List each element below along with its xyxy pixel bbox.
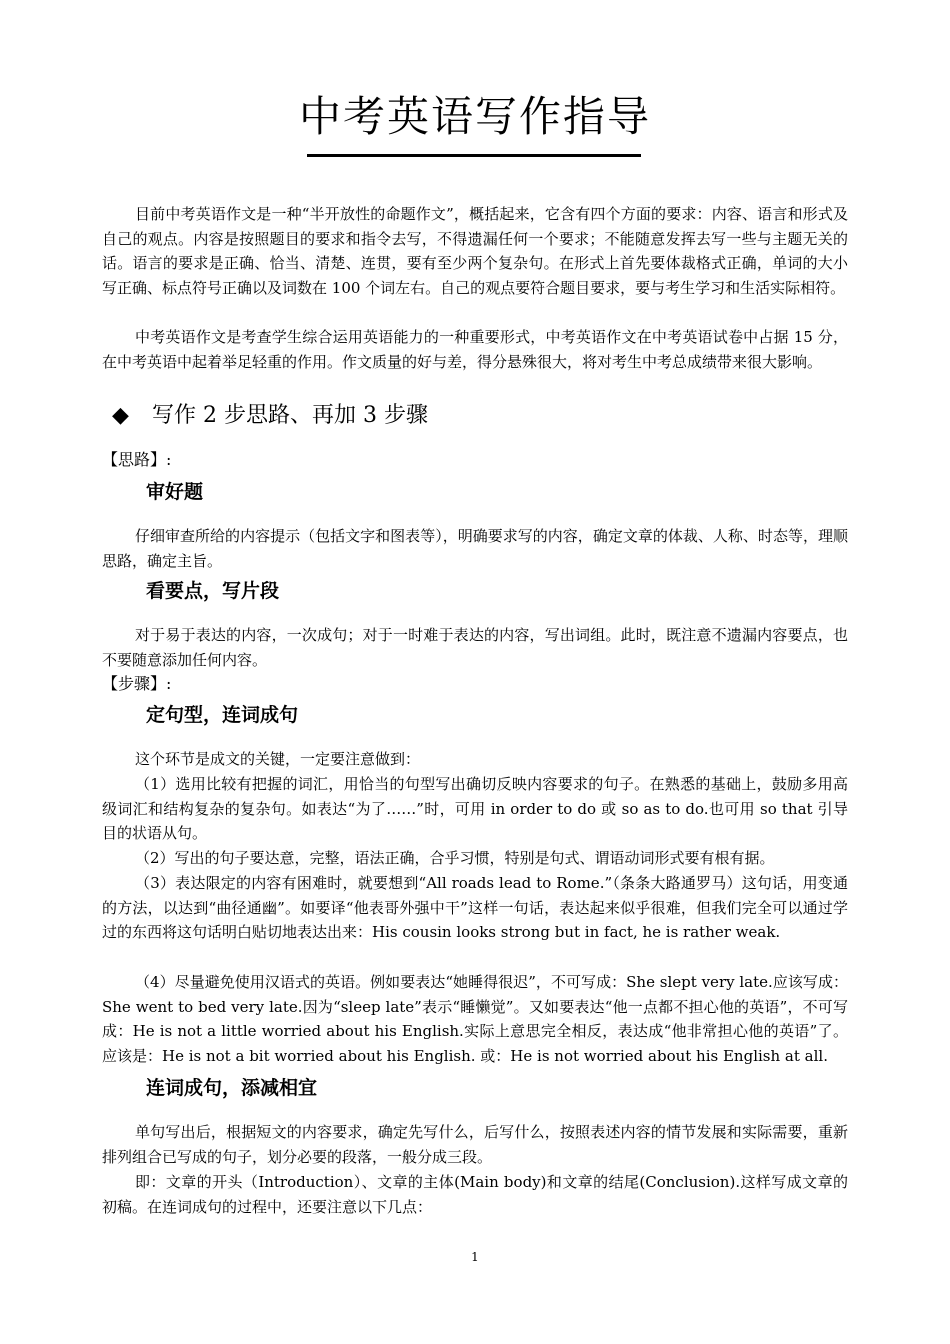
steps-step2-paragraph-1: 单句写出后，根据短文的内容要求，确定先写什么，后写什么，按照表述内容的情节发展和实际需要，重新排列组合已写成的句子，划分必要的段落，一般分成三段。 (102, 1123, 848, 1166)
thinking-label: 【思路】: (102, 450, 172, 469)
steps-step1-item-2: （2）写出的句子要达意，完整，语法正确，合乎习惯，特别是句式、谓语动词形式要有根有据。 (135, 849, 775, 867)
thinking-step2-heading: 看要点，写片段 (146, 580, 280, 602)
section-heading (112, 400, 428, 432)
steps-step1-heading: 定句型，连词成句 (146, 704, 299, 726)
intro-paragraph-2: 中考英语作文是考查学生综合运用英语能力的一种重要形式，中考英语作文在中考英语试卷中占据 15 分，在中考英语中起着举足轻重的作用。作文质量的好与差，得分悬殊很大，将对考生中考总成绩带来很大影响。 (102, 328, 848, 371)
steps-step1-item-4: （4）尽量避免使用汉语式的英语。例如要表达“她睡得很迟”，不可写成：She slept very late.应该写成：She went to bed very late.因为“sleep late”表示“睡懒觉”。又如要表达“他一点都不担心他的英语”，不可写成：He is not a little worried about his English.实际上意思完全相反，表达成“他非常担心他的英语”了。应该是：He is not a bit worried about his English. 或：He is not worried about his English at all. (102, 973, 848, 1065)
section-heading-text: 写作 2 步思路、再加 3 步骤 (152, 403, 428, 428)
steps-step1-item-1: （1）选用比较有把握的词汇，用恰当的句型写出确切反映内容要求的句子。在熟悉的基础上，鼓励多用高级词汇和结构复杂的复杂句。如表达“为了……”时，可用 in order to do 或 so as to do.也可用 so that 引导目的状语从句。 (102, 775, 848, 843)
thinking-step2-text: 对于易于表达的内容，一次成句；对于一时难于表达的内容，写出词组。此时，既注意不遗漏内容要点，也不要随意添加任何内容。 (102, 626, 848, 669)
steps-step1-item-3: （3）表达限定的内容有困难时，就要想到“All roads lead to Rome.”（条条大路通罗马）这句话，用变通的方法，以达到“曲径通幽”。如要译“他表哥外强中干”这样一句话，表达起来似乎很难，但我们完全可以通过学过的东西将这句话明白贴切地表达出来：His cousin looks strong but in fact, he is rather weak. (102, 874, 848, 942)
steps-label: 【步骤】: (102, 674, 172, 693)
diamond-bullet-icon: ◆ (112, 403, 129, 428)
intro-paragraph-1: 目前中考英语作文是一种“半开放性的命题作文”，概括起来，它含有四个方面的要求：内容、语言和形式及自己的观点。内容是按照题目的要求和指令去写，不得遗漏任何一个要求；不能随意发挥去写一些与主题无关的话。语言的要求是正确、恰当、清楚、连贯，要有至少两个复杂句。在形式上首先要体裁格式正确，单词的大小写正确、标点符号正确以及词数在 100 个词左右。自己的观点要符合题目要求，要与考生学习和生活实际相符。 (102, 205, 848, 297)
steps-step2-heading: 连词成句，添减相宜 (146, 1077, 318, 1099)
steps-step1-intro: 这个环节是成文的关键，一定要注意做到： (135, 750, 421, 768)
steps-step2-paragraph-2: 即：文章的开头（Introduction）、文章的主体(Main body)和文章的结尾(Conclusion).这样写成文章的初稿。在连词成句的过程中，还要注意以下几点： (102, 1173, 848, 1216)
document-title: 中考英语写作指导 (298, 92, 651, 141)
page-number: 1 (471, 1250, 479, 1264)
title-underline (307, 154, 641, 157)
thinking-step1-text: 仔细审查所给的内容提示（包括文字和图表等），明确要求写的内容，确定文章的体裁、人称、时态等，理顺思路，确定主旨。 (102, 527, 848, 570)
thinking-step1-heading: 审好题 (146, 481, 204, 503)
